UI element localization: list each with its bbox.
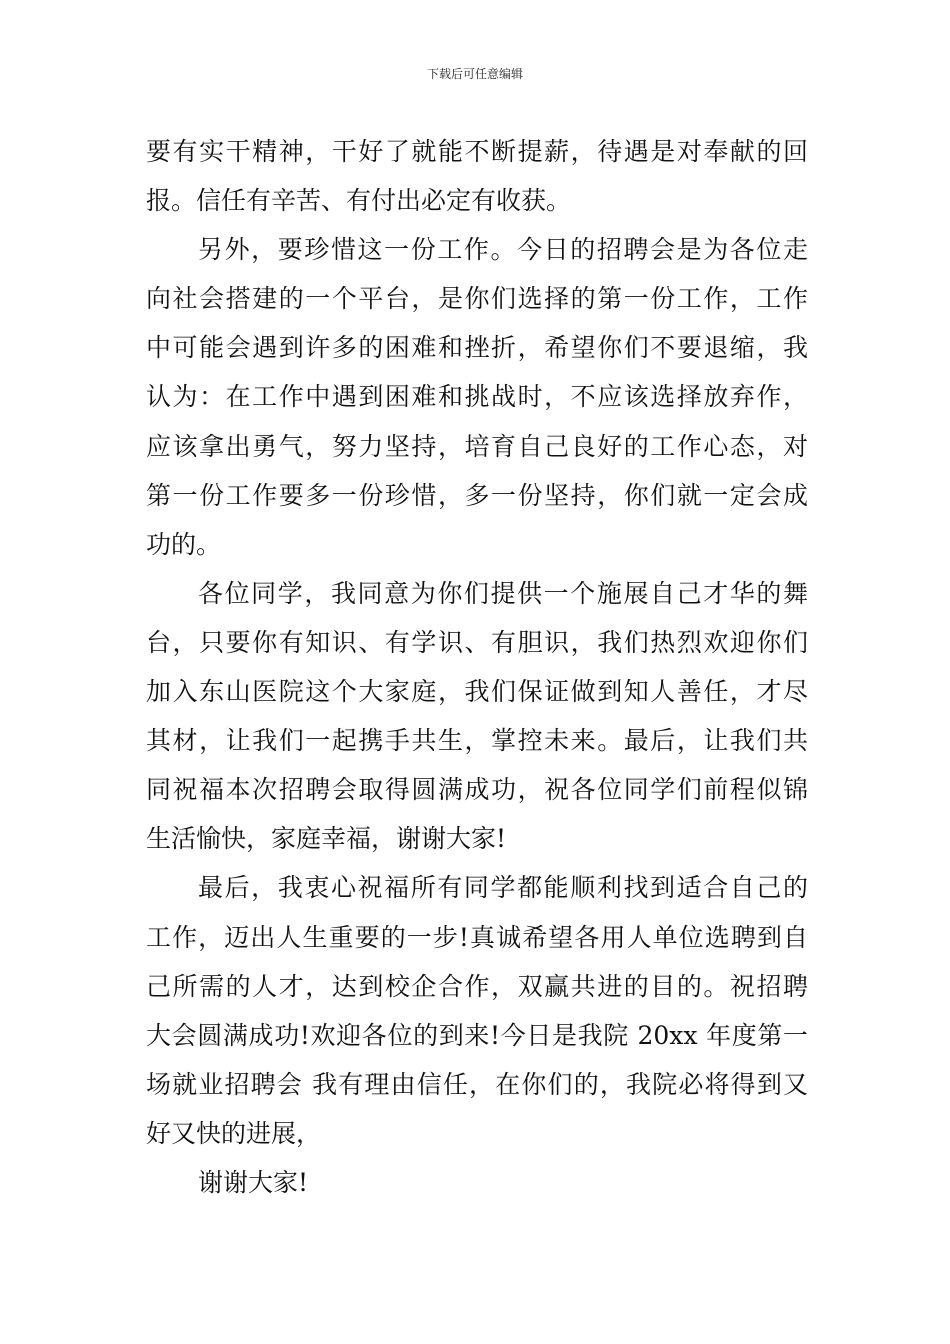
paragraph (146, 1158, 808, 1207)
text-line: 场就业招聘会 我有理由信任，在你们的，我院必将得到又 (146, 1069, 808, 1099)
text-line: 己所需的人才，达到校企合作，双赢共进的目的。祝招聘 (146, 971, 808, 1001)
page-header: 下载后可任意编辑 (426, 67, 523, 81)
text-line: 要有实干精神，干好了就能不断提薪，待遇是对奉献的回 (146, 137, 808, 166)
document-body (146, 127, 808, 1207)
text-line: 中可能会遇到许多的困难和挫折，希望你们不要退缩，我 (146, 333, 808, 363)
text-line: 各位同学，我同意为你们提供一个施展自己才华的舞 (198, 578, 808, 608)
text-line: 最后，我衷心祝福所有同学都能顺利找到适合自己的 (198, 873, 808, 903)
paragraph (146, 127, 808, 225)
text-line: 大会圆满成功!欢迎各位的到来!今日是我院 20xx 年度第一 (146, 1020, 808, 1050)
text-line: 报。信任有辛苦、有付出必定有收获。 (146, 186, 572, 216)
text-line: 另外，要珍惜这一份工作。今日的招聘会是为各位走 (198, 235, 808, 265)
text-line: 认为：在工作中遇到困难和挑战时，不应该选择放弃作， (146, 382, 808, 412)
text-line: 功的。 (146, 529, 222, 559)
text-line: 生活愉快，家庭幸福，谢谢大家! (146, 824, 507, 854)
paragraph (146, 863, 808, 1158)
text-line: 向社会搭建的一个平台，是你们选择的第一份工作，工作 (146, 284, 808, 314)
text-line: 谢谢大家! (198, 1167, 309, 1197)
paragraph (146, 569, 808, 864)
text-line: 工作，迈出人生重要的一步!真诚希望各用人单位选聘到自 (146, 922, 808, 952)
text-line: 同祝福本次招聘会取得圆满成功，祝各位同学们前程似锦 (146, 775, 808, 805)
text-line: 其材，让我们一起携手共生，掌控未来。最后，让我们共 (146, 726, 808, 756)
text-line: 加入东山医院这个大家庭，我们保证做到知人善任，才尽 (146, 677, 808, 707)
text-line: 台，只要你有知识、有学识、有胆识，我们热烈欢迎你们 (146, 627, 808, 657)
text-line: 好又快的进展， (146, 1118, 322, 1148)
paragraph (146, 225, 808, 569)
text-line: 第一份工作要多一份珍惜，多一份坚持，你们就一定会成 (146, 480, 808, 510)
text-line: 应该拿出勇气，努力坚持，培育自己良好的工作心态，对 (146, 431, 808, 461)
